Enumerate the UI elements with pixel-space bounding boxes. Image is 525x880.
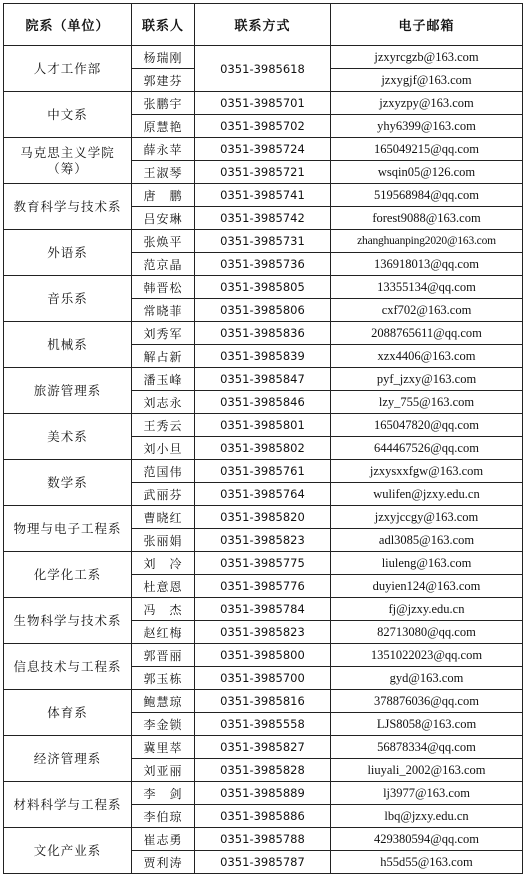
contact-name-cell: 王淑琴 xyxy=(132,161,195,184)
department-cell: 旅游管理系 xyxy=(4,368,132,414)
email-cell: gyd@163.com xyxy=(331,667,523,690)
email-cell: liuleng@163.com xyxy=(331,552,523,575)
phone-cell: 0351-3985775 xyxy=(195,552,331,575)
contact-name-cell: 李 剑 xyxy=(132,782,195,805)
department-cell: 信息技术与工程系 xyxy=(4,644,132,690)
contact-name-cell: 刘小旦 xyxy=(132,437,195,460)
phone-cell: 0351-3985731 xyxy=(195,230,331,253)
email-cell: 1351022023@qq.com xyxy=(331,644,523,667)
email-cell: wsqin05@126.com xyxy=(331,161,523,184)
table-row xyxy=(4,598,523,621)
phone-cell: 0351-3985846 xyxy=(195,391,331,414)
email-cell: 165049215@qq.com xyxy=(331,138,523,161)
contact-name-cell: 郭玉栋 xyxy=(132,667,195,690)
email-cell: pyf_jzxy@163.com xyxy=(331,368,523,391)
contact-name-cell: 薛永苹 xyxy=(132,138,195,161)
phone-cell: 0351-3985724 xyxy=(195,138,331,161)
phone-cell: 0351-3985806 xyxy=(195,299,331,322)
email-cell: 519568984@qq.com xyxy=(331,184,523,207)
contact-name-cell: 贾利涛 xyxy=(132,851,195,874)
phone-cell: 0351-3985558 xyxy=(195,713,331,736)
contact-name-cell: 郭建芬 xyxy=(132,69,195,92)
phone-cell: 0351-3985828 xyxy=(195,759,331,782)
phone-cell: 0351-3985816 xyxy=(195,690,331,713)
table-row xyxy=(4,138,523,161)
contact-name-cell: 杜意恩 xyxy=(132,575,195,598)
contact-name-cell: 冯 杰 xyxy=(132,598,195,621)
contact-name-cell: 杨瑞刚 xyxy=(132,46,195,69)
header-phone: 联系方式 xyxy=(195,4,331,46)
email-cell: fj@jzxy.edu.cn xyxy=(331,598,523,621)
contact-name-cell: 刘 冷 xyxy=(132,552,195,575)
header-contact: 联系人 xyxy=(132,4,195,46)
contact-name-cell: 王秀云 xyxy=(132,414,195,437)
table-row xyxy=(4,414,523,437)
header-row xyxy=(4,4,523,46)
contact-name-cell: 刘亚丽 xyxy=(132,759,195,782)
department-cell: 马克思主义学院 （筹） xyxy=(4,138,132,184)
email-cell: liuyali_2002@163.com xyxy=(331,759,523,782)
contact-name-cell: 范国伟 xyxy=(132,460,195,483)
email-cell: wulifen@jzxy.edu.cn xyxy=(331,483,523,506)
email-cell: 378876036@qq.com xyxy=(331,690,523,713)
phone-cell: 0351-3985800 xyxy=(195,644,331,667)
department-cell: 材料科学与工程系 xyxy=(4,782,132,828)
table-row xyxy=(4,506,523,529)
phone-cell: 0351-3985742 xyxy=(195,207,331,230)
department-cell: 数学系 xyxy=(4,460,132,506)
phone-cell: 0351-3985787 xyxy=(195,851,331,874)
phone-cell: 0351-3985820 xyxy=(195,506,331,529)
email-cell: 165047820@qq.com xyxy=(331,414,523,437)
contact-name-cell: 吕安琳 xyxy=(132,207,195,230)
phone-cell: 0351-3985823 xyxy=(195,529,331,552)
email-cell: jzxyrcgzb@163.com xyxy=(331,46,523,69)
email-cell: zhanghuanping2020@163.com xyxy=(331,230,523,253)
email-cell: 2088765611@qq.com xyxy=(331,322,523,345)
department-cell: 中文系 xyxy=(4,92,132,138)
phone-cell: 0351-3985801 xyxy=(195,414,331,437)
phone-cell: 0351-3985761 xyxy=(195,460,331,483)
email-cell: xzx4406@163.com xyxy=(331,345,523,368)
contact-name-cell: 冀里萃 xyxy=(132,736,195,759)
phone-cell: 0351-3985784 xyxy=(195,598,331,621)
table-row xyxy=(4,92,523,115)
email-cell: lbq@jzxy.edu.cn xyxy=(331,805,523,828)
department-cell: 教育科学与技术系 xyxy=(4,184,132,230)
email-cell: 82713080@qq.com xyxy=(331,621,523,644)
email-cell: LJS8058@163.com xyxy=(331,713,523,736)
table-row xyxy=(4,460,523,483)
phone-cell: 0351-3985836 xyxy=(195,322,331,345)
contact-name-cell: 刘秀军 xyxy=(132,322,195,345)
department-cell: 物理与电子工程系 xyxy=(4,506,132,552)
table-row xyxy=(4,322,523,345)
email-cell: duyien124@163.com xyxy=(331,575,523,598)
phone-cell: 0351-3985741 xyxy=(195,184,331,207)
table-row xyxy=(4,230,523,253)
phone-cell: 0351-3985764 xyxy=(195,483,331,506)
table-row xyxy=(4,736,523,759)
phone-cell: 0351-3985700 xyxy=(195,667,331,690)
phone-cell: 0351-3985847 xyxy=(195,368,331,391)
table-row xyxy=(4,276,523,299)
department-cell: 文化产业系 xyxy=(4,828,132,874)
contact-name-cell: 张鹏宇 xyxy=(132,92,195,115)
contact-name-cell: 韩晋松 xyxy=(132,276,195,299)
header-email: 电子邮箱 xyxy=(331,4,523,46)
department-cell: 美术系 xyxy=(4,414,132,460)
email-cell: 429380594@qq.com xyxy=(331,828,523,851)
contact-name-cell: 鲍慧琼 xyxy=(132,690,195,713)
phone-cell: 0351-3985701 xyxy=(195,92,331,115)
table-body xyxy=(4,46,523,874)
department-cell: 人才工作部 xyxy=(4,46,132,92)
department-cell: 体育系 xyxy=(4,690,132,736)
email-cell: 136918013@qq.com xyxy=(331,253,523,276)
phone-cell: 0351-3985805 xyxy=(195,276,331,299)
email-cell: jzxygjf@163.com xyxy=(331,69,523,92)
department-cell: 机械系 xyxy=(4,322,132,368)
contact-name-cell: 武丽芬 xyxy=(132,483,195,506)
contact-name-cell: 李伯琼 xyxy=(132,805,195,828)
phone-cell: 0351-3985788 xyxy=(195,828,331,851)
contact-name-cell: 郭晋丽 xyxy=(132,644,195,667)
phone-cell: 0351-3985827 xyxy=(195,736,331,759)
phone-cell: 0351-3985823 xyxy=(195,621,331,644)
phone-cell: 0351-3985618 xyxy=(195,46,331,92)
email-cell: cxf702@163.com xyxy=(331,299,523,322)
email-cell: 644467526@qq.com xyxy=(331,437,523,460)
contact-name-cell: 潘玉峰 xyxy=(132,368,195,391)
email-cell: 56878334@qq.com xyxy=(331,736,523,759)
email-cell: yhy6399@163.com xyxy=(331,115,523,138)
phone-cell: 0351-3985889 xyxy=(195,782,331,805)
contact-name-cell: 李金锁 xyxy=(132,713,195,736)
email-cell: 13355134@qq.com xyxy=(331,276,523,299)
department-cell: 外语系 xyxy=(4,230,132,276)
table-row xyxy=(4,644,523,667)
contact-name-cell: 曹晓红 xyxy=(132,506,195,529)
department-cell: 经济管理系 xyxy=(4,736,132,782)
contact-name-cell: 张焕平 xyxy=(132,230,195,253)
email-cell: adl3085@163.com xyxy=(331,529,523,552)
table-row xyxy=(4,690,523,713)
contact-name-cell: 常晓菲 xyxy=(132,299,195,322)
phone-cell: 0351-3985702 xyxy=(195,115,331,138)
email-cell: jzxysxxfgw@163.com xyxy=(331,460,523,483)
table-row xyxy=(4,184,523,207)
phone-cell: 0351-3985776 xyxy=(195,575,331,598)
email-cell: h55d55@163.com xyxy=(331,851,523,874)
department-cell: 生物科学与技术系 xyxy=(4,598,132,644)
email-cell: lzy_755@163.com xyxy=(331,391,523,414)
email-cell: jzxyzpy@163.com xyxy=(331,92,523,115)
table-row xyxy=(4,552,523,575)
phone-cell: 0351-3985802 xyxy=(195,437,331,460)
department-cell: 音乐系 xyxy=(4,276,132,322)
table-row xyxy=(4,782,523,805)
email-cell: jzxyjccgy@163.com xyxy=(331,506,523,529)
phone-cell: 0351-3985736 xyxy=(195,253,331,276)
department-cell: 化学化工系 xyxy=(4,552,132,598)
contact-name-cell: 范京晶 xyxy=(132,253,195,276)
table-row xyxy=(4,46,523,69)
contact-name-cell: 赵红梅 xyxy=(132,621,195,644)
table-row xyxy=(4,368,523,391)
table-row xyxy=(4,828,523,851)
contact-name-cell: 张丽娟 xyxy=(132,529,195,552)
phone-cell: 0351-3985721 xyxy=(195,161,331,184)
email-cell: forest9088@163.com xyxy=(331,207,523,230)
contact-name-cell: 解占新 xyxy=(132,345,195,368)
contact-name-cell: 原慧艳 xyxy=(132,115,195,138)
phone-cell: 0351-3985886 xyxy=(195,805,331,828)
contact-name-cell: 唐 鹏 xyxy=(132,184,195,207)
header-department: 院系（单位） xyxy=(4,4,132,46)
contact-name-cell: 刘志永 xyxy=(132,391,195,414)
phone-cell: 0351-3985839 xyxy=(195,345,331,368)
contact-table xyxy=(3,3,523,874)
contact-name-cell: 崔志勇 xyxy=(132,828,195,851)
email-cell: lj3977@163.com xyxy=(331,782,523,805)
